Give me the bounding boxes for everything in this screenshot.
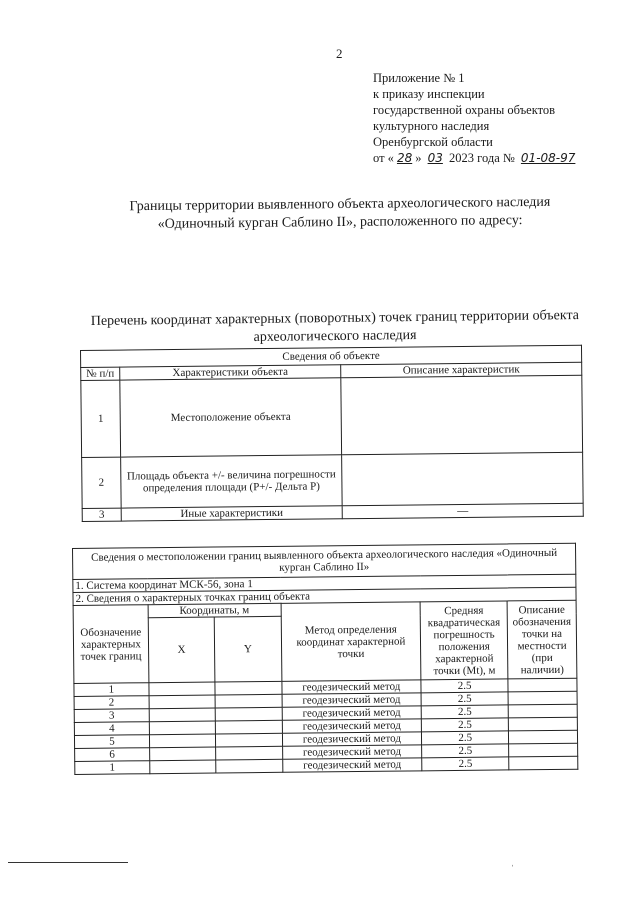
col-coords-header: Координаты, м [148,603,281,617]
point-y [215,720,281,734]
point-id: 4 [74,722,149,736]
point-x [149,747,215,761]
point-description [508,691,577,705]
point-method: геодезический метод [282,693,422,707]
point-description [509,756,578,770]
date-year: 2023 года № [449,151,515,165]
point-id: 5 [74,735,149,749]
point-description [509,730,578,744]
row-num: 2 [82,457,122,508]
point-id: 3 [74,709,149,723]
row-characteristic: Площадь объекта +/- величина погрешности определения площади (P+/- Дельта P) [121,455,343,508]
row-num: 1 [81,380,121,457]
row-characteristic: Местоположение объекта [120,378,342,457]
handwritten-order-number: 01-08-97 [520,151,576,165]
table-row [82,452,584,508]
point-error: 2.5 [421,692,508,706]
location-table [72,543,578,775]
appendix-line-2: к приказу инспекции [373,87,485,101]
object-info-table-wrap [80,345,584,522]
table-row [81,375,583,457]
point-y [216,733,282,747]
row-characteristic: Иные характеристики [121,506,342,521]
point-y [215,681,281,695]
col-char-header: Характеристики объекта [120,365,341,380]
point-method: геодезический метод [281,680,421,694]
point-error: 2.5 [422,744,509,758]
col-y-header: Y [214,616,281,682]
point-error: 2.5 [421,705,508,719]
point-method: геодезический метод [282,732,422,746]
point-description [509,743,578,757]
row-description: — [342,503,583,519]
point-error: 2.5 [422,731,509,745]
point-method: геодезический метод [282,758,422,772]
appendix-block [373,70,623,166]
point-x [149,721,215,735]
appendix-line-5: Оренбургской области [373,135,493,149]
coordinates-list-title: Перечень координат характерных (поворотных) точек границ территории объекта археологического наследия [90,308,580,345]
handwritten-month: 03 [427,151,443,165]
point-method: геодезический метод [282,719,422,733]
col-designation-header: Обозначение характерных точек границ [73,605,149,684]
col-method-header: Метод определения координат характерной точки [281,602,422,681]
point-x [149,734,215,748]
col-error-header: Средняя квадратическая погрешность положения характерной точки (Mt), м [420,601,508,680]
point-y [215,707,281,721]
point-error: 2.5 [421,679,508,693]
point-id: 2 [74,696,149,710]
location-table-wrap [72,543,578,775]
point-description [508,678,577,692]
row-description [341,375,583,455]
point-error: 2.5 [422,718,509,732]
col-x-header: X [148,617,215,683]
scan-mark: ˌ [511,856,515,867]
handwritten-day: 28 [396,151,413,165]
object-info-table [80,345,584,522]
point-description [508,717,577,731]
point-id: 6 [75,748,150,762]
point-y [216,759,282,773]
point-y [215,694,281,708]
date-day-close: » [415,151,422,165]
date-prefix: от « [373,151,394,165]
page-number: 2 [336,46,343,61]
points-info-row: 2. Сведения о характерных точках границ объекта [73,587,576,605]
point-id: 1 [74,683,149,697]
object-table-header: Сведения об объекте [81,345,582,367]
point-x [149,682,215,696]
point-method: геодезический метод [282,745,422,759]
row-num: 3 [82,508,121,521]
point-y [216,746,282,760]
location-table-header: Сведения о местоположении границ выявленного объекта археологического наследия «Одиночный курган Саблино II» [73,543,576,579]
point-id: 1 [75,761,150,775]
appendix-date-line [373,150,623,166]
footer-line [8,862,128,863]
coordinate-system-row: 1. Система координат МСК-56, зона 1 [73,574,576,592]
point-error: 2.5 [422,757,509,771]
appendix-line-3: государственной охраны объектов [373,103,556,117]
point-description [508,704,577,718]
boundaries-title: Границы территории выявленного объекта археологического наследия «Одиночный курган Саблино II», расположенного по адресу: [129,194,551,232]
point-x [150,760,216,774]
appendix-line-1: Приложение № 1 [373,71,465,85]
appendix-line-4: культурного наследия [373,119,490,133]
col-num-header: № п/п [81,367,120,380]
point-x [149,708,215,722]
row-description [342,452,584,506]
point-method: геодезический метод [282,706,422,720]
col-desc-header: Описание характеристик [341,362,582,378]
col-description-header: Описание обозначения точки на местности (при наличии) [507,600,577,679]
point-x [149,695,215,709]
